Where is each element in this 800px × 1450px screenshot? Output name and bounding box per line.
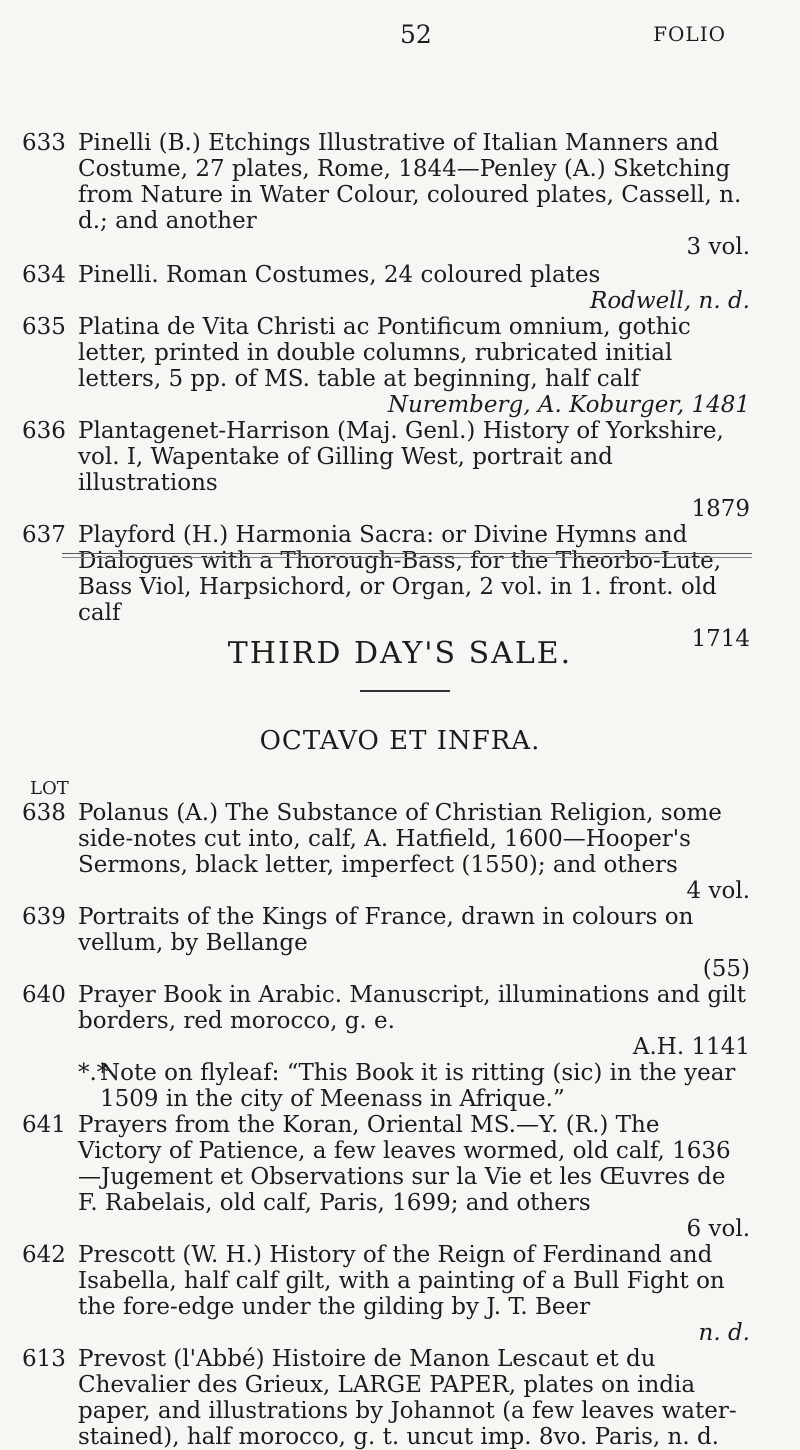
- catalogue-entry: [0, 1346, 800, 1450]
- entry-date: 6 vol.: [686, 1216, 750, 1242]
- note-text: Note on flyleaf: “This Book it is ritting (sic) in the year 1509 in the city of Meenass in Afrique.”: [100, 1060, 736, 1112]
- page-header: [0, 20, 800, 60]
- section-divider: [62, 557, 752, 558]
- lot-number: 635: [22, 314, 66, 340]
- lot-number: 638: [22, 800, 66, 826]
- entry-text: Portraits of the Kings of France, drawn in colours on vellum, by Bellange: [78, 904, 694, 956]
- entry-text: Platina de Vita Christi ac Pontificum omnium, gothic letter, printed in double columns, rubricated initial letters, 5 pp. of MS. table at beginning, half calf: [78, 314, 691, 392]
- section-subheading: OCTAVO ET INFRA.: [259, 726, 541, 756]
- entry-text: Prayer Book in Arabic. Manuscript, illuminations and gilt borders, red morocco, g. e.: [78, 982, 747, 1034]
- entry-text: Prescott (W. H.) History of the Reign of Ferdinand and Isabella, half calf gilt, with a painting of a Bull Fight on the fore-edge under the gilding by J. T. Beer: [78, 1242, 725, 1320]
- catalogue-entry: [0, 418, 800, 522]
- entry-date: 1714: [691, 626, 750, 652]
- entry-text: Pinelli (B.) Etchings Illustrative of Italian Manners and Costume, 27 plates, Rome, 1844—Penley (A.) Sketching from Nature in Water Colour, coloured plates, Cassell, n. d.; and another: [78, 130, 742, 234]
- lot-number: 641: [22, 1112, 66, 1138]
- lot-number: 639: [22, 904, 66, 930]
- entry-date: 3 vol.: [686, 234, 750, 260]
- lot-number: 633: [22, 130, 66, 156]
- page-number: 52: [400, 20, 432, 49]
- lot-number: 636: [22, 418, 66, 444]
- lot-number: 642: [22, 1242, 66, 1268]
- entry-date: A.H. 1141: [632, 1034, 750, 1060]
- entry-date: n. d.: [698, 1320, 750, 1346]
- lot-label: LOT: [30, 778, 69, 799]
- section-divider: [62, 553, 752, 554]
- entry-text: Prevost (l'Abbé) Histoire de Manon Lescaut et du Chevalier des Grieux, LARGE PAPER, plates on india paper, and illustrations by Johannot (a few leaves water-stained), half morocco, g. t. uncut imp. 8vo. Paris, n. d.: [78, 1346, 737, 1450]
- entry-text: Pinelli. Roman Costumes, 24 coloured plates: [78, 262, 601, 288]
- entry-date: Nuremberg, A. Koburger, 1481: [387, 392, 750, 418]
- entry-text: Playford (H.) Harmonia Sacra: or Divine Hymns and Dialogues with a Thorough-Bass, for the Theorbo-Lute, Bass Viol, Harpsichord, or Organ, 2 vol. in 1. front. old calf: [78, 522, 722, 626]
- catalogue-entry: [0, 522, 800, 652]
- lot-number: 634: [22, 262, 66, 288]
- entry-date: 1879: [691, 496, 750, 522]
- catalogue-entry: [0, 1242, 800, 1346]
- lot-number: 637: [22, 522, 66, 548]
- running-title: FOLIO: [653, 22, 726, 46]
- note-mark: *.*: [78, 1060, 109, 1086]
- catalogue-entry: [0, 800, 800, 904]
- catalogue-entry: [0, 1112, 800, 1242]
- catalogue-entry: [0, 314, 800, 418]
- entry-text: Prayers from the Koran, Oriental MS.—Y. (R.) The Victory of Patience, a few leaves wormed, old calf, 1636—Jugement et Observations sur la Vie et les Œuvres de F. Rabelais, old calf, Paris, 1699; and others: [78, 1112, 731, 1216]
- section-heading: THIRD DAY'S SALE.: [227, 636, 573, 671]
- note-entry: [0, 1060, 800, 1112]
- lot-number: 613: [22, 1346, 66, 1372]
- entry-date: 4 vol.: [686, 878, 750, 904]
- lot-number: 640: [22, 982, 66, 1008]
- entry-text: Plantagenet-Harrison (Maj. Genl.) History of Yorkshire, vol. I, Wapentake of Gilling West, portrait and illustrations: [78, 418, 724, 496]
- catalogue-entry: [0, 982, 800, 1060]
- catalogue-entry: [0, 130, 800, 260]
- top-entries: [0, 130, 800, 652]
- entry-date: Rodwell, n. d.: [590, 288, 750, 314]
- catalogue-entry: [0, 904, 800, 982]
- bottom-entries: [0, 800, 800, 1450]
- entry-text: Polanus (A.) The Substance of Christian Religion, some side-notes cut into, calf, A. Hatfield, 1600—Hooper's Sermons, black letter, imperfect (1550); and others: [78, 800, 722, 878]
- catalogue-entry: [0, 262, 800, 314]
- entry-date: (55): [702, 956, 750, 982]
- heading-rule: [360, 690, 450, 692]
